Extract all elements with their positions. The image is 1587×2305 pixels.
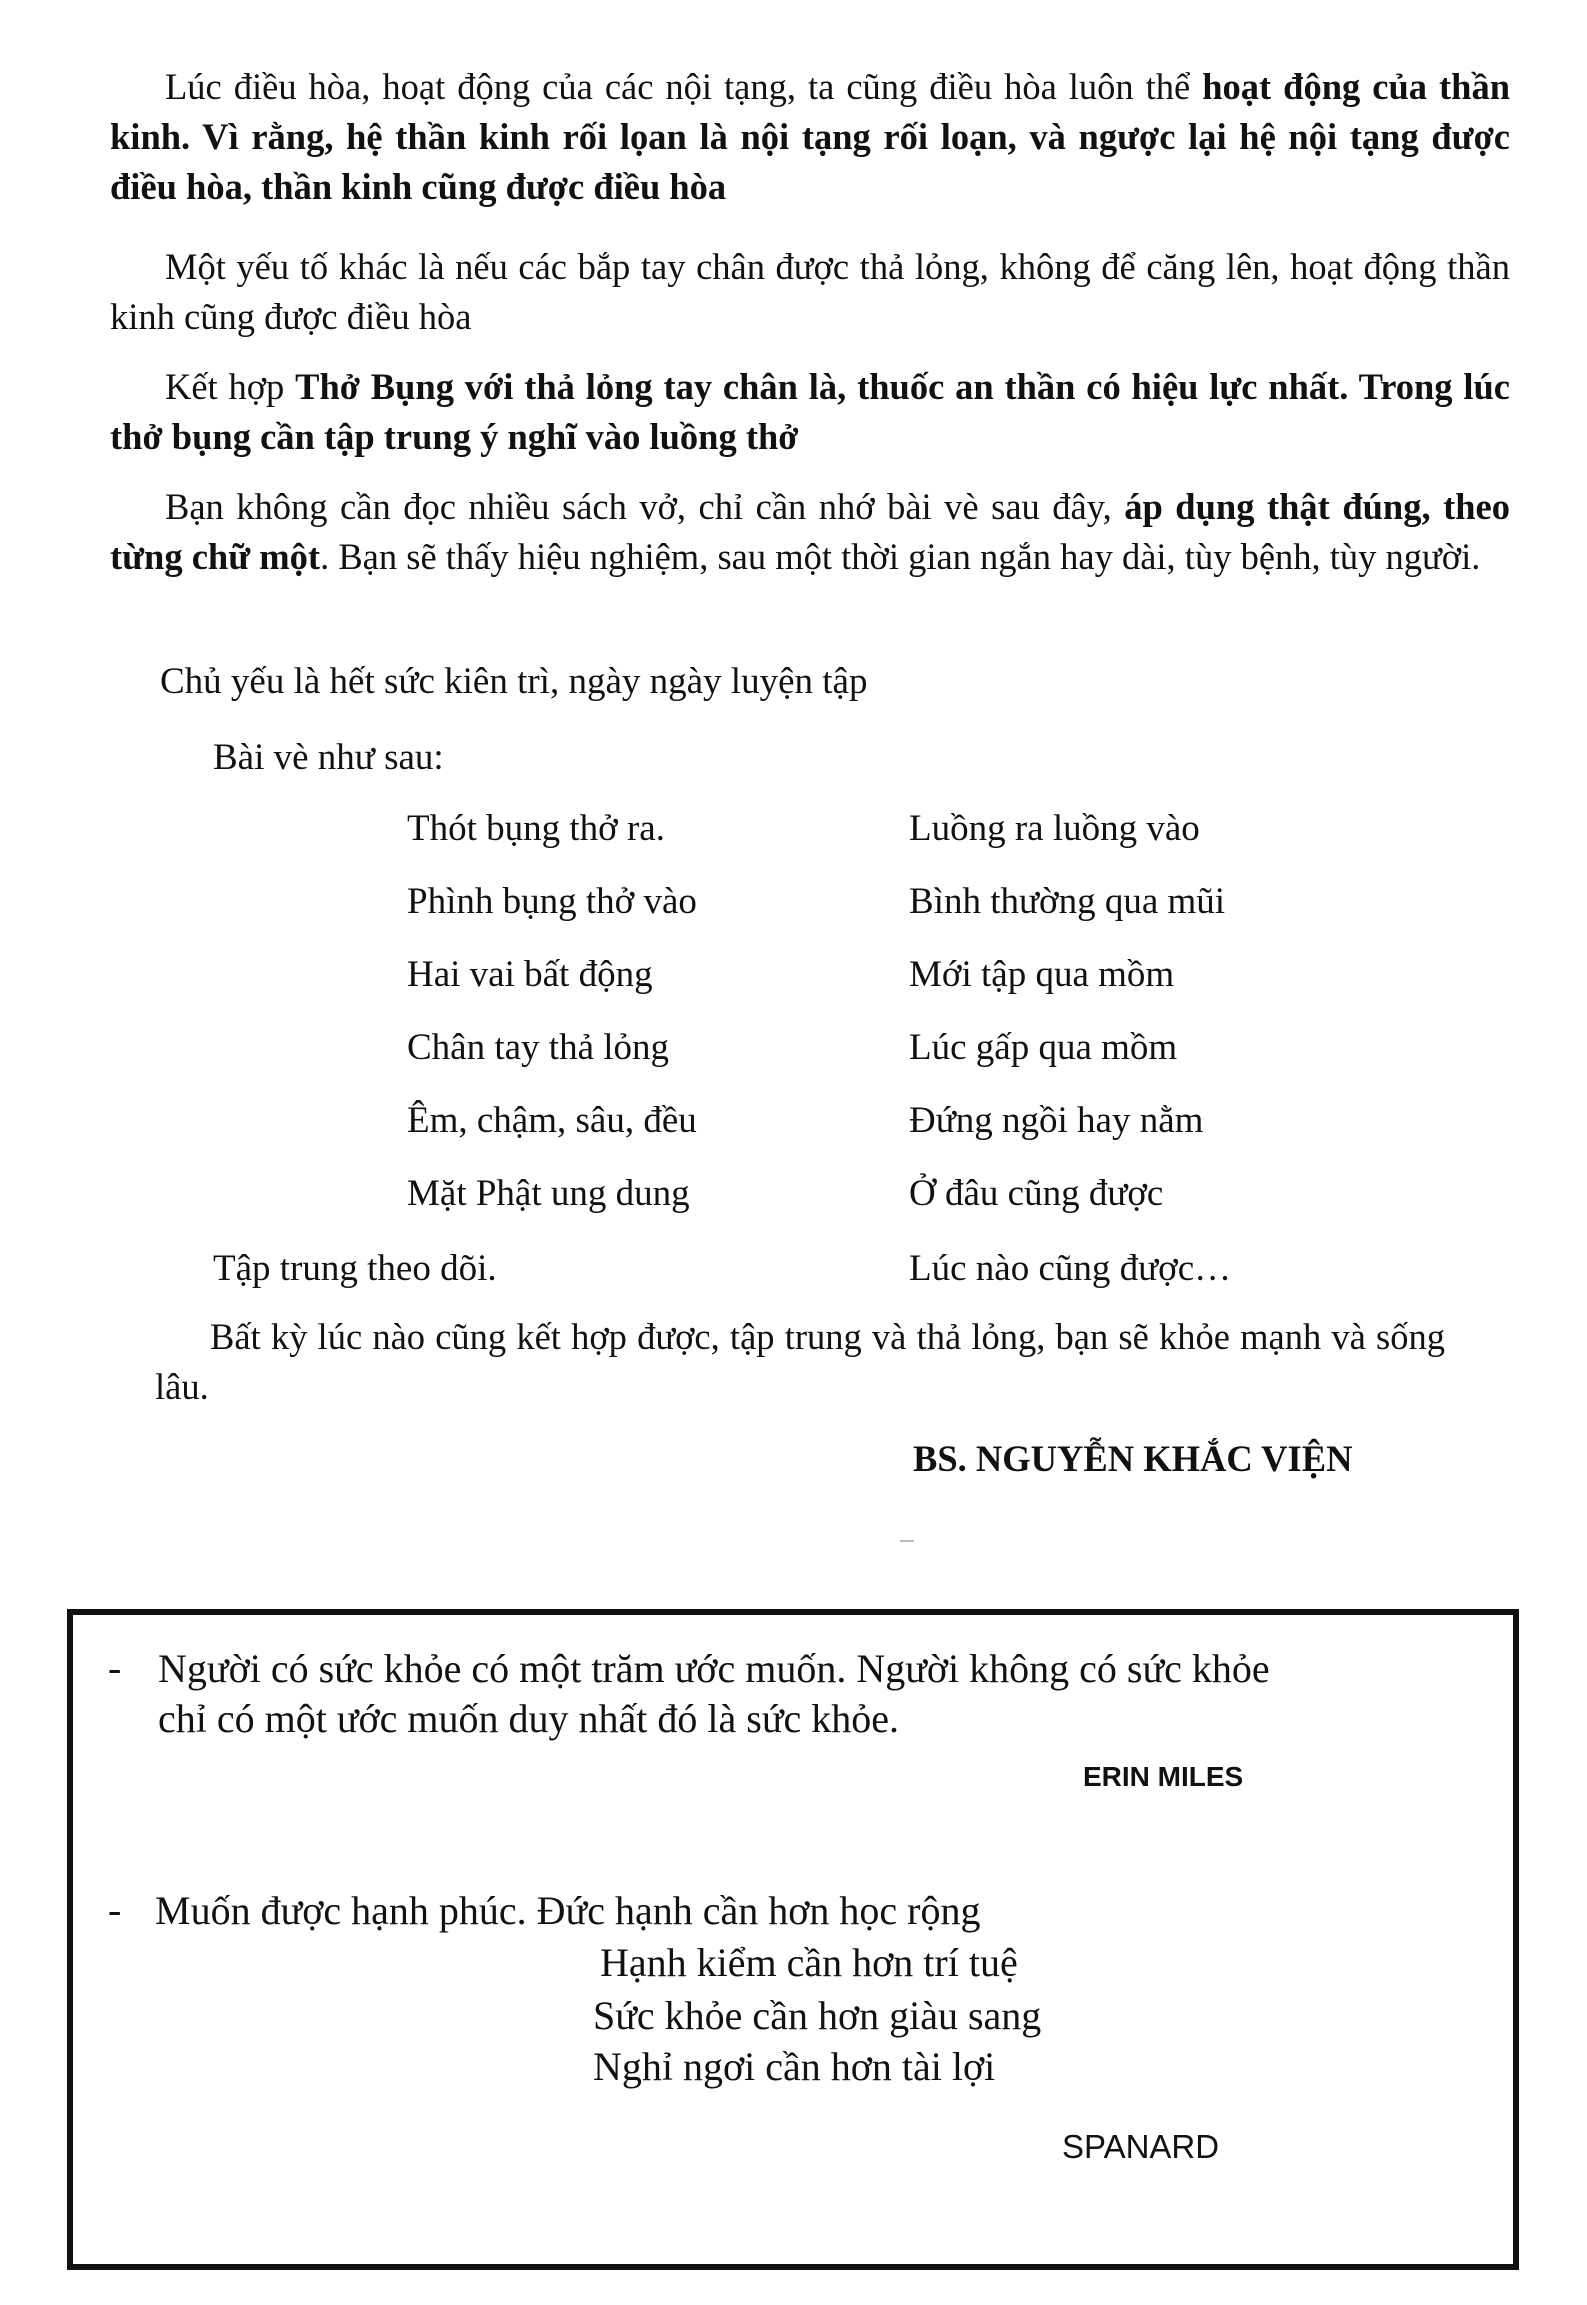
- poem-last-right: Lúc nào cũng được…: [909, 1248, 1232, 1289]
- poem-left-column: [407, 804, 697, 1242]
- poem-right-line: Bình thường qua mũi: [909, 881, 1226, 922]
- bold-text-run: Thở Bụng với thả lỏng tay chân là, thuốc an thần có hiệu lực nhất. Trong lúc thở bụng cần tập trung ý nghĩ vào luồng thở: [110, 366, 1510, 457]
- quote2-line1: Muốn được hạnh phúc. Đức hạnh cần hơn học rộng: [155, 1888, 981, 1933]
- bold-text-run: áp dụng thật đúng, theo từng chữ một: [110, 486, 1510, 577]
- poem-right-line: Luồng ra luồng vào: [909, 808, 1200, 849]
- text-run: . Bạn sẽ thấy hiệu nghiệm, sau một thời gian ngắn hay dài, tùy bệnh, tùy người.: [320, 536, 1481, 577]
- signature: BS. NGUYỄN KHẮC VIỆN: [913, 1438, 1353, 1479]
- poem-right-column: [909, 804, 1225, 1242]
- poem-left-line: Êm, chậm, sâu, đều: [407, 1100, 697, 1141]
- quote2-line4: Nghỉ ngơi cần hơn tài lợi: [593, 2044, 996, 2089]
- poem-right-line: Ở đâu cũng được: [909, 1173, 1164, 1214]
- paragraph-3: [110, 362, 1510, 462]
- poem-left-line: Mặt Phật ung dung: [407, 1173, 690, 1214]
- line-bai-ve: Bài vè như sau:: [213, 737, 444, 778]
- poem-right-line: Đứng ngồi hay nằm: [909, 1100, 1204, 1141]
- poem-left-line: Phình bụng thở vào: [407, 881, 697, 922]
- bold-text-run: hoạt động của thần kinh. Vì rằng, hệ thần kinh rối lọan là nội tạng rối loạn, và ngược lại hệ nội tạng được điều hòa, thần kinh cũng được điều hòa: [110, 66, 1511, 207]
- quote2-dash: -: [108, 1887, 122, 1932]
- poem-left-line: Thót bụng thở ra.: [407, 808, 665, 849]
- text-run: Kết hợp: [165, 366, 296, 407]
- quote1-author: ERIN MILES: [1083, 1761, 1244, 1792]
- scan-speck: [900, 1540, 914, 1542]
- text-run: Một yếu tố khác là nếu các bắp tay chân được thả lỏng, không để căng lên, hoạt động thần kinh cũng được điều hòa: [110, 246, 1510, 337]
- quote1-line2: chỉ có một ước muốn duy nhất đó là sức khỏe.: [158, 1696, 900, 1741]
- poem-left-line: Chân tay thả lỏng: [407, 1027, 670, 1068]
- quote1-dash: -: [108, 1645, 122, 1690]
- paragraph-1: [110, 62, 1510, 212]
- quote1-line1: Người có sức khỏe có một trăm ước muốn. Người không có sức khỏe: [158, 1646, 1270, 1691]
- closing-paragraph: Bất kỳ lúc nào cũng kết hợp được, tập trung và thả lỏng, bạn sẽ khỏe mạnh và sống lâu.: [155, 1316, 1445, 1407]
- poem-left-line: Hai vai bất động: [407, 954, 653, 995]
- quote2-author: SPANARD: [1062, 2128, 1220, 2165]
- text-run: Lúc điều hòa, hoạt động của các nội tạng, ta cũng điều hòa luôn thể: [165, 66, 1203, 107]
- poem-right-line: Mới tập qua mồm: [909, 954, 1175, 995]
- paragraph-2: [110, 242, 1510, 342]
- poem-last-left: Tập trung theo dõi.: [213, 1248, 497, 1289]
- quote2-line2: Hạnh kiểm cần hơn trí tuệ: [600, 1940, 1018, 1985]
- text-run: Bạn không cần đọc nhiều sách vở, chỉ cần nhớ bài vè sau đây,: [165, 486, 1125, 527]
- poem-right-line: Lúc gấp qua mồm: [909, 1027, 1178, 1068]
- line-chu-yeu: Chủ yếu là hết sức kiên trì, ngày ngày luyện tập: [160, 661, 868, 702]
- quote2-line3: Sức khỏe cần hơn giàu sang: [593, 1993, 1042, 2038]
- paragraph-4: [110, 482, 1510, 582]
